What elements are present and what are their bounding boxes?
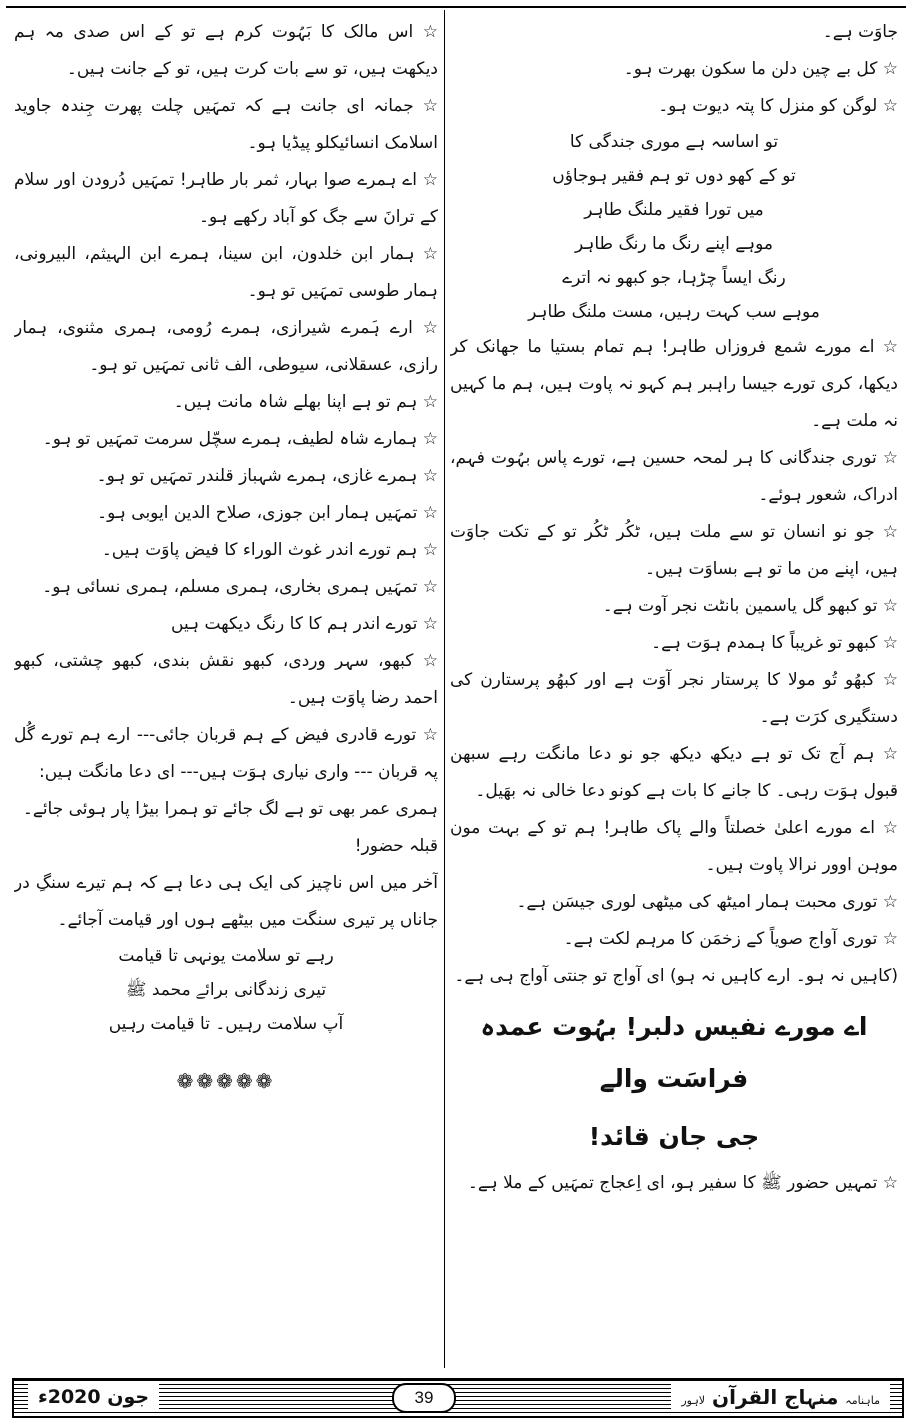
right-p-17: ☆ توری محبت ہمار امیٹھ کی میٹھی لوری جیسَن ہے۔	[516, 892, 898, 912]
left-p-8: ☆ تمہَیں ہمار ابن جوزی، صلاح الدین ایوبی ہو۔	[97, 503, 438, 523]
right-p-18: ☆ توری آواج صویاً کے زخمَن کا مرہم لکت ہے۔	[563, 929, 898, 949]
right-verse-3: تو اساسہ ہے موری جندگی کا	[569, 132, 779, 152]
magazine-masthead	[671, 1382, 890, 1412]
right-heading-20: اے مورے نفیس دلبر! بہُوت عمدہ فراسَت والے	[480, 1012, 868, 1093]
right-verse-8: موہے سب کہت رہیں، مست ملنگ طاہر	[528, 302, 820, 322]
right-p-2: ☆ لوگن کو منزل کا پتہ دیوت ہو۔	[658, 96, 898, 116]
left-p-0: ☆ اس مالک کا بَہُوت کرم ہے تو کے اس صدی مہ ہم دیکھت ہیں، تو سے بات کرت ہیں، تو کے جانت ہیں۔	[14, 22, 438, 79]
right-p-19: (کاہیں نہ ہو۔ ارے کاہیں نہ ہو) ای آواج تو جنتی آواج ہی ہے۔	[454, 966, 898, 986]
right-p-1: ☆ کل بے چین دلن ما سکون بھرت ہو۔	[623, 59, 898, 79]
right-verse-6: موہے اپنے رنگ ما رنگ طاہر	[574, 234, 774, 254]
left-p-11: ☆ تورے اندر ہم کا کا رنگ دیکھت ہیں	[171, 614, 438, 634]
page-number: 39	[392, 1383, 456, 1413]
right-p-15: ☆ ہم آج تک تو ہے دیکھ دیکھ جو نو دعا مانگت رہے سبھن قبول ہوَت رہی۔ کا جانے کا بات ہے کونو دعا خالی نہ بھَیل۔	[450, 744, 898, 801]
left-p-2: ☆ اے ہمرے صوا بہار، ثمر بار طاہر! تمہَیں دُرودن اور سلام کے ترانَ سے جگ کو آباد رکھے ہو۔	[14, 170, 438, 227]
right-p-0: جاوَت ہے۔	[822, 22, 898, 42]
left-verse-19: آپ سلامت رہیں۔ تا قیامت رہیں	[108, 1014, 344, 1034]
right-p-14: ☆ کبھُو تُو مولا کا پرستار نجر آوَت ہے اور کبھُو پرستارن کی دستگیری کرَت ہے۔	[450, 670, 898, 727]
right-p-10: ☆ توری جندگانی کا ہر لمحہ حسین ہے، تورے پاس بہُوت فہم، ادراک، شعور ہوئے۔	[450, 448, 898, 505]
page-footer	[12, 1378, 904, 1418]
left-p-10: ☆ تمہَیں ہمری بخاری، ہمری مسلم، ہمری نسائی ہو۔	[42, 577, 438, 597]
right-verse-7: رنگ ایساً چڑہا، جو کبھو نہ اترے	[562, 268, 786, 288]
right-p-16: ☆ اے مورے اعلیٰ خصلتاً والے پاک طاہر! ہم تو کے بہت مون موہن اوور نرالا پاوت ہیں۔	[450, 818, 898, 875]
left-p-15: قبلہ حضور!	[354, 836, 438, 856]
left-p-1: ☆ جمانہ ای جانت ہے کہ تمہَیں چلت پھرت جِندہ جاوید اسلامک انسائیکلو پیڈیا ہو۔	[14, 96, 438, 153]
masthead-title: منہاج القرآن	[712, 1385, 839, 1409]
issue-date: جون 2020ء	[28, 1382, 159, 1412]
left-p-3: ☆ ہمار ابن خلدون، ابن سینا، ہمرے ابن الہیثم، البیرونی، ہمار طوسی تمہَیں تو ہو۔	[14, 244, 438, 301]
left-column	[14, 14, 438, 1366]
column-divider	[444, 10, 445, 1368]
left-ornaments-20: ❁❁❁❁❁	[176, 1069, 276, 1093]
left-p-9: ☆ ہم تورے اندر غوث الوراء کا فیض پاوَت ہیں۔	[101, 540, 438, 560]
left-p-13: ☆ تورے قادری فیض کے ہم قربان جائی--- ارے ہم تورے گُل پہ قربان --- واری نیاری ہوَت ہیں--- ای دعا مانگت ہیں:	[14, 725, 438, 782]
right-verse-5: میں تورا فقیر ملنگ طاہر	[584, 200, 764, 220]
left-verse-17: رہے تو سلامت یونہی تا قیامت	[118, 946, 334, 966]
left-p-5: ☆ ہم تو ہے اپنا بھلے شاہ مانت ہیں۔	[173, 392, 438, 412]
left-p-12: ☆ کبھو، سہر وردی، کبھو نقش بندی، کبھو چشتی، کبھو احمد رضا پاوَت ہیں۔	[14, 651, 438, 708]
right-column	[450, 14, 898, 1366]
left-p-7: ☆ ہمرے غازی، ہمرے شہباز قلندر تمہَیں تو ہو۔	[96, 466, 438, 486]
top-rule	[6, 6, 906, 8]
right-p-13: ☆ کبھو تو غریباً کا ہمدم ہوَت ہے۔	[651, 633, 898, 653]
right-p-9: ☆ اے مورے شمع فروزاں طاہر! ہم تمام بستیا ما جھانک کر دیکھا، کری تورے جیسا راہبر ہم کہو نہ پاوت ہیں، ہم ما کہیں نہ ملت ہے۔	[450, 337, 898, 431]
left-p-16: آخر میں اس ناچیز کی ایک ہی دعا ہے کہ ہم تیرے سنگِ در جاناں پر تیری سنگت میں بیٹھے ہوں اور قیامت آجائے۔	[14, 873, 438, 930]
right-p-11: ☆ جو نو انسان تو سے ملت ہیں، ٹکُر ٹکُر تو کے تکت جاوَت ہیں، اپنے من ما تو ہے بساوَت ہیں۔	[450, 522, 898, 579]
left-p-14: ہمری عمر بھی تو ہے لگ جائے تو ہمرا بیڑا پار ہوئی جائے۔	[22, 799, 438, 819]
masthead-city: لاہور	[681, 1394, 706, 1407]
right-p-22: ☆ تمہیں حضور ﷺ کا سفیر ہو، ای اِعجاج تمہَیں کے ملا ہے۔	[467, 1173, 898, 1193]
left-p-6: ☆ ہمارے شاہ لطیف، ہمرے سچّل سرمت تمہَیں تو ہو۔	[42, 429, 438, 449]
left-p-4: ☆ ارے ہَمرے شیرازی، ہمرے رُومی، ہمری مثنوی، ہمار رازی، عسقلانی، سیوطی، الف ثانی تمہَیں تو ہو۔	[14, 318, 438, 375]
right-verse-4: تو کے کھو دوں تو ہم فقیر ہوجاؤں	[552, 166, 796, 186]
right-heading-21: جی جان قائد!	[588, 1122, 760, 1151]
masthead-prefix: ماہنامہ	[845, 1394, 880, 1407]
left-verse-18: تیری زندگانی برائے محمد ﷺ	[125, 980, 327, 1000]
right-p-12: ☆ تو کبھو گل یاسمین بانٹت نجر آوت ہے۔	[602, 596, 898, 616]
